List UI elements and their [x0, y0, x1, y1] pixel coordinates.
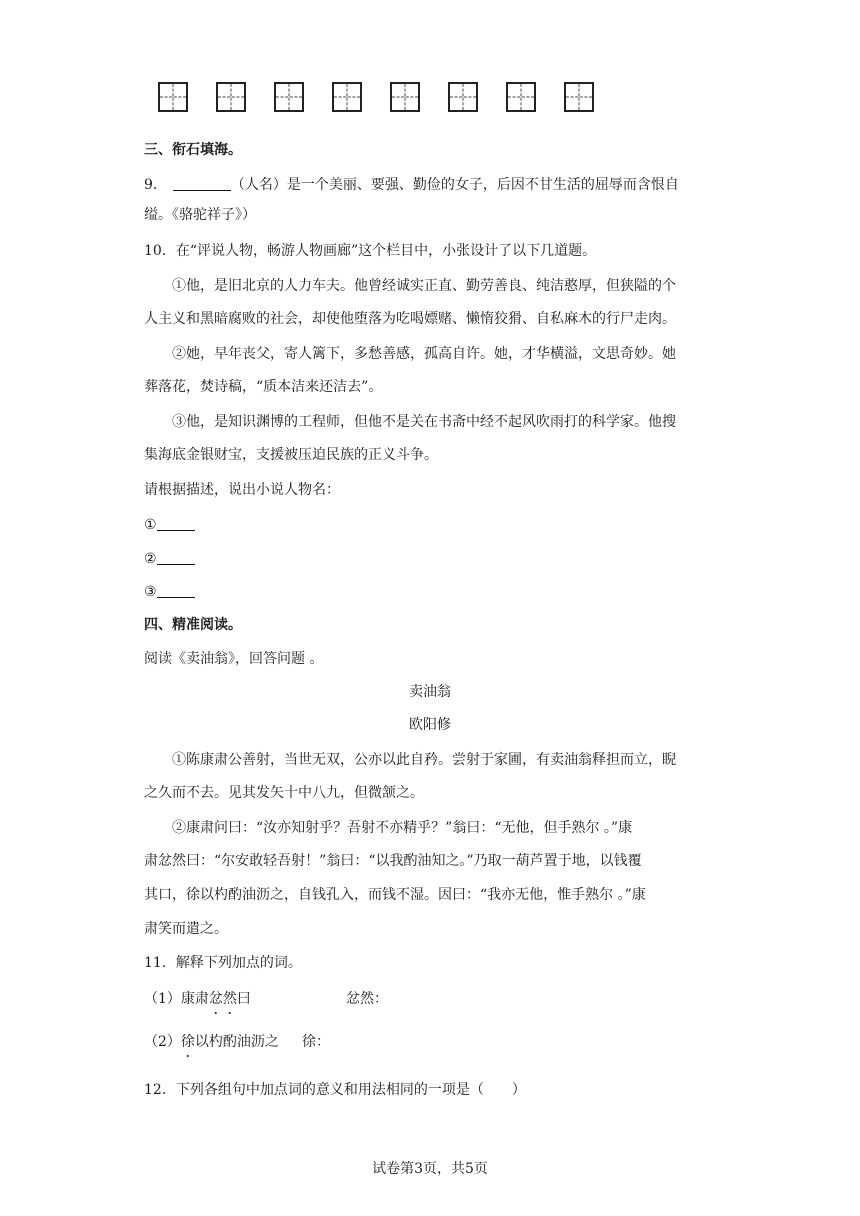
answer-line-1: ①	[144, 514, 195, 535]
dotted-char: 然	[222, 991, 237, 1007]
section-3-title: 三、衔石填海。	[144, 142, 242, 158]
question-9	[144, 174, 679, 195]
q10-para-1: ①他，是旧北京的人力车夫。他曾经诚实正直、勤劳善良、纯洁憨厚，但狭隘的个	[172, 278, 676, 294]
tianzige-box[interactable]	[448, 82, 478, 112]
tianzige-box[interactable]	[506, 82, 536, 112]
question-10-intro: 10．在“评说人物，畅游人物画廊”这个栏目中，小张设计了以下几道题。	[144, 243, 597, 259]
section-4-title: 四、精准阅读。	[144, 617, 242, 633]
question-11-2: （2）徐以杓酌油沥之	[144, 1034, 279, 1050]
q10-para-2: ②她，早年丧父，寄人篱下，多愁善感，孤高自许。她，才华横溢，文思奇妙。她	[172, 346, 676, 362]
tianzige-box[interactable]	[274, 82, 304, 112]
essay-author: 欧阳修	[409, 717, 451, 733]
writing-grid	[158, 82, 718, 116]
essay-para-1: ①陈康肃公善射，当世无双，公亦以此自矜。尝射于家圃，有卖油翁释担而立，睨	[172, 752, 676, 768]
q10-para-3: ③他，是知识渊博的工程师，但他不是关在书斋中经不起风吹雨打的科学家。他搜	[172, 414, 676, 430]
essay-para-1-cont: 之久而不去。见其发矢十中八九，但微颔之。	[144, 785, 424, 801]
answer-line-2: ②	[144, 548, 195, 569]
q10-ask: 请根据描述，说出小说人物名：	[144, 482, 340, 498]
essay-para-2-cont: 肃忿然曰：“尔安敢轻吾射！”翁曰：“以我酌油知之。”乃取一葫芦置于地，以钱覆	[144, 853, 642, 869]
tianzige-box[interactable]	[158, 82, 188, 112]
essay-para-2: ②康肃问曰：“汝亦知射乎？吾射不亦精乎？”翁曰：“无他，但手熟尔 。”康	[172, 820, 633, 836]
essay-para-2-cont: 其口，徐以杓酌油沥之，自钱孔入，而钱不湿。因曰：“我亦无他，惟手熟尔 。”康	[144, 887, 646, 903]
dotted-char: 徐	[180, 1034, 195, 1050]
reading-lead: 阅读《卖油翁》，回答问题 。	[144, 651, 324, 667]
question-number: 9．	[144, 177, 167, 193]
question-12: 12．下列各组句中加点词的意义和用法相同的一项是（ ）	[144, 1082, 526, 1098]
q10-para-2-cont: 葬落花，焚诗稿，“质本洁来还洁去”。	[144, 379, 383, 395]
question-9-cont: 缢。《骆驼祥子》）	[144, 207, 256, 223]
q10-para-1-cont: 人主义和黑暗腐败的社会，却使他堕落为吃喝嫖赌、懒惰狡猾、自私麻木的行尸走肉。	[144, 311, 676, 327]
question-11: 11．解释下列加点的词。	[144, 955, 302, 971]
answer-blank[interactable]	[157, 581, 195, 598]
question-text: （人名）是一个美丽、要强、勤俭的女子，后因不甘生活的屈辱而含恨自	[230, 177, 679, 193]
answer-blank[interactable]	[157, 548, 195, 565]
essay-para-2-cont: 肃笑而遣之。	[144, 921, 228, 937]
answer-blank[interactable]	[157, 514, 195, 531]
tianzige-box[interactable]	[332, 82, 362, 112]
tianzige-box[interactable]	[564, 82, 594, 112]
essay-title: 卖油翁	[409, 684, 451, 700]
page-footer: 试卷第3页，共5页	[372, 1161, 488, 1177]
answer-line-3: ③	[144, 581, 195, 602]
q11-1-answer-label: 忿然：	[346, 991, 388, 1007]
q11-2-answer-label: 徐：	[302, 1034, 330, 1050]
question-11-1: （1）康肃忿然曰	[144, 991, 251, 1007]
q10-para-3-cont: 集海底金银财宝，支援被压迫民族的正义斗争。	[144, 447, 438, 463]
answer-blank[interactable]	[173, 174, 231, 191]
dotted-char: 忿	[208, 991, 223, 1007]
tianzige-box[interactable]	[390, 82, 420, 112]
tianzige-box[interactable]	[216, 82, 246, 112]
